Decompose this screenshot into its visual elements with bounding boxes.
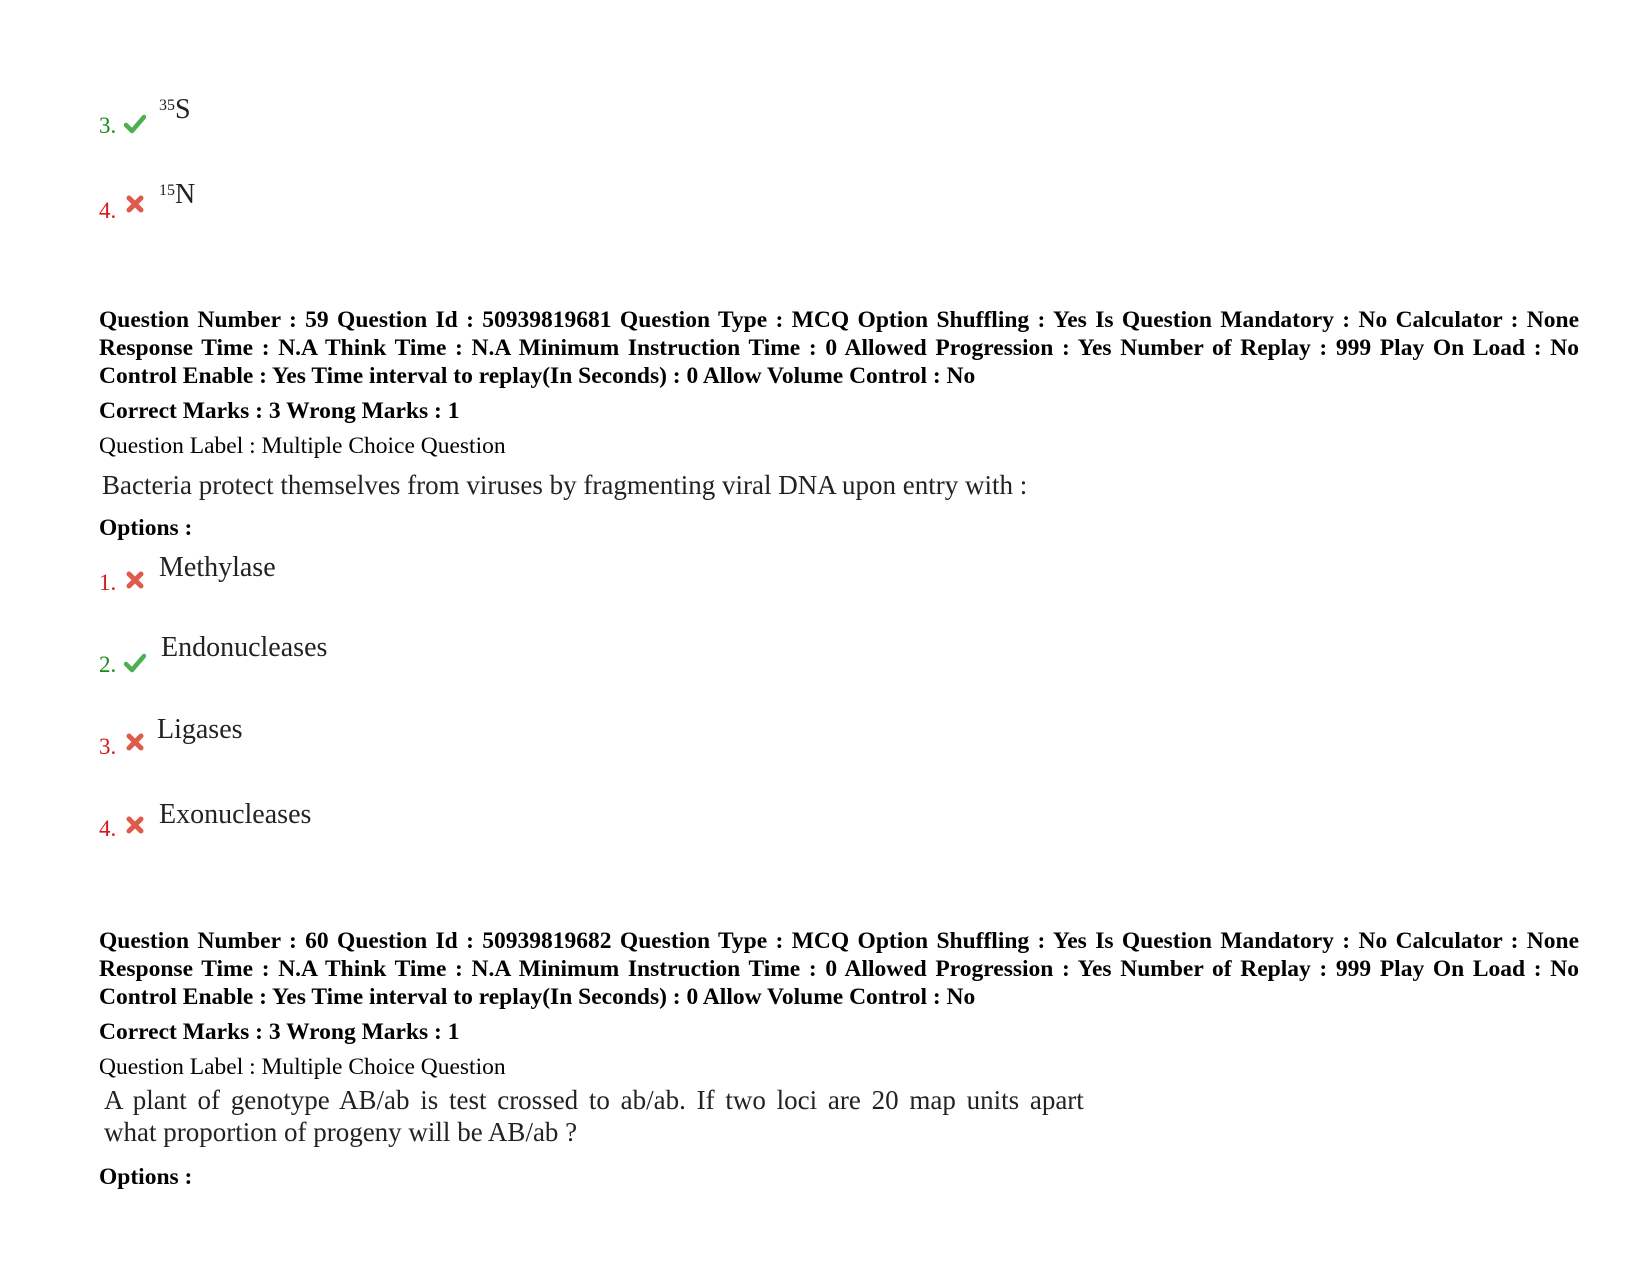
check-icon xyxy=(124,652,146,674)
question-59-text: Bacteria protect themselves from viruses by fragmenting viral DNA upon entry with : xyxy=(102,470,1028,500)
option-text: Methylase xyxy=(159,552,276,583)
option-number: 2. xyxy=(99,652,117,677)
question-60-text-line-2: what proportion of progeny will be AB/ab ? xyxy=(104,1117,578,1147)
option-text: Endonucleases xyxy=(161,632,328,663)
cross-icon xyxy=(126,195,144,213)
isotope-label xyxy=(159,95,191,125)
isotope-mass: 15 xyxy=(159,182,175,199)
option-number: 4. xyxy=(99,816,117,841)
question-60-label: Question Label : Multiple Choice Question xyxy=(99,1054,506,1080)
isotope-label xyxy=(159,180,195,210)
question-59-options-label: Options : xyxy=(99,515,193,541)
option-number: 4. xyxy=(99,198,117,223)
question-59-meta: Question Number : 59 Question Id : 50939819681 Question Type : MCQ Option Shuffling : Yes Is Question Mandatory : No Calculator : None Response Time : N.A Think Time : N.A Minimum Instruction Time : 0 Allowed Progression : Yes Number of Replay : 999 Play On Load : No Control Enable : Yes Time interval to replay(In Seconds) : 0 Allow Volume Control : No xyxy=(99,307,1579,389)
question-60-text-line-1: A plant of genotype AB/ab is test crossed to ab/ab. If two loci are 20 map units apart xyxy=(104,1085,1084,1115)
check-icon xyxy=(124,113,146,135)
option-text: Exonucleases xyxy=(159,799,312,830)
isotope-mass: 35 xyxy=(159,97,175,114)
cross-icon xyxy=(126,733,144,751)
option-text: Ligases xyxy=(157,714,243,745)
isotope-symbol: S xyxy=(175,94,191,125)
question-60-meta: Question Number : 60 Question Id : 50939819682 Question Type : MCQ Option Shuffling : Yes Is Question Mandatory : No Calculator : None Response Time : N.A Think Time : N.A Minimum Instruction Time : 0 Allowed Progression : Yes Number of Replay : 999 Play On Load : No Control Enable : Yes Time interval to replay(In Seconds) : 0 Allow Volume Control : No xyxy=(99,928,1579,1010)
question-60-marks: Correct Marks : 3 Wrong Marks : 1 xyxy=(99,1019,460,1045)
question-60-options-label: Options : xyxy=(99,1164,193,1190)
cross-icon xyxy=(126,816,144,834)
cross-icon xyxy=(126,571,144,589)
question-59-label: Question Label : Multiple Choice Question xyxy=(99,433,506,459)
question-59-marks: Correct Marks : 3 Wrong Marks : 1 xyxy=(99,398,460,424)
isotope-symbol: N xyxy=(175,179,196,210)
option-number: 3. xyxy=(99,113,117,138)
option-number: 1. xyxy=(99,570,117,595)
option-number: 3. xyxy=(99,734,117,759)
